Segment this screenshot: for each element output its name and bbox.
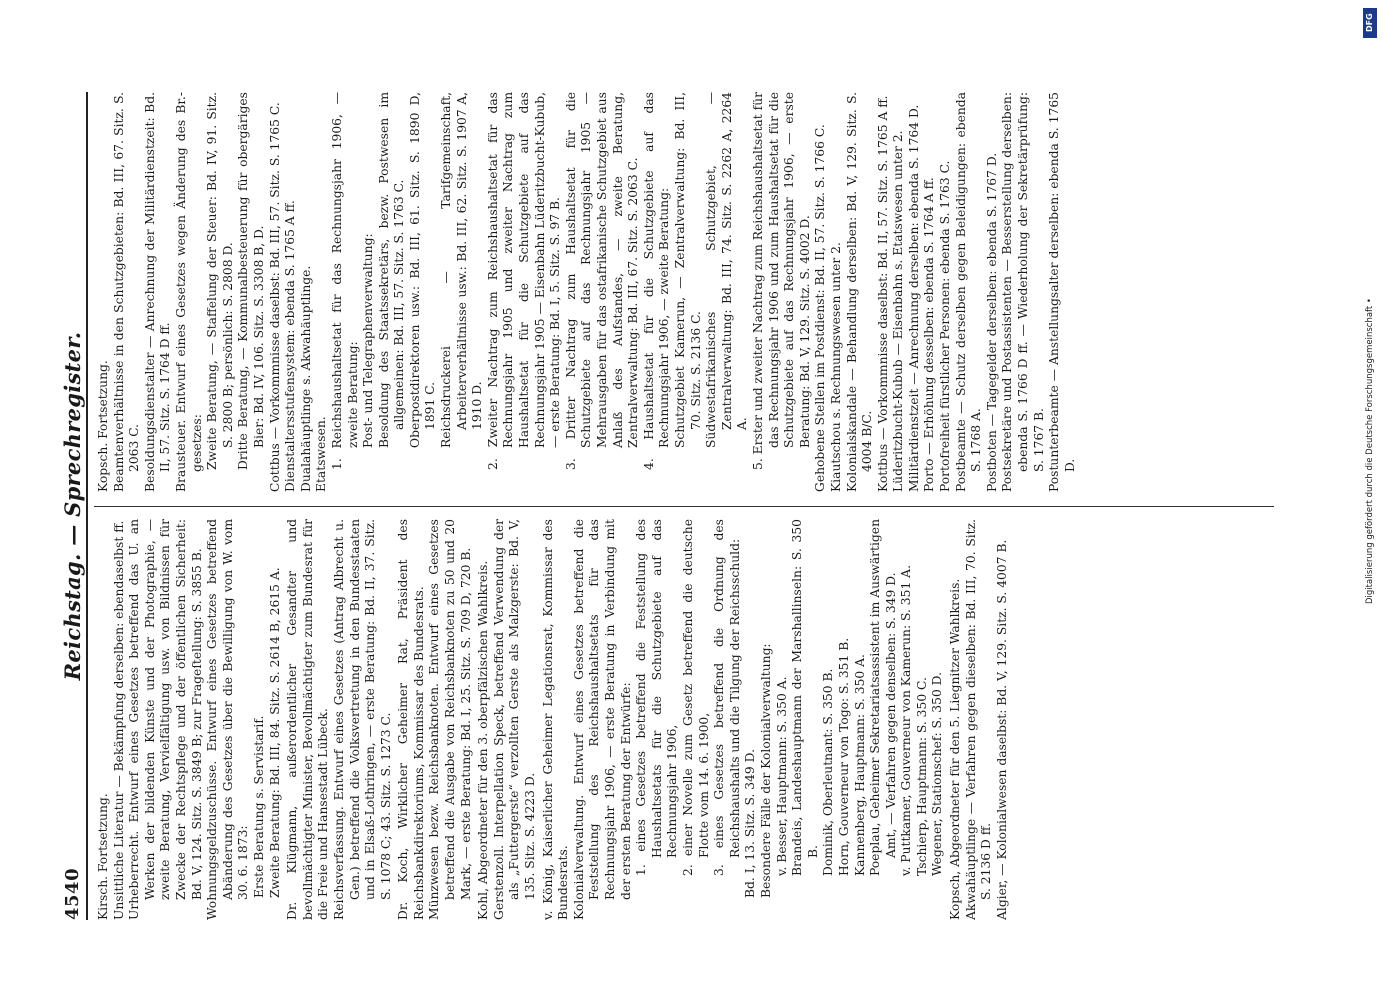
- register-entry: Reichsverfassung. Entwurf eines Gesetzes (Antrag Albrecht u. Gen.) betreffend die Volksvertretung in den Bundesstaaten und in Elsaß-Lothringen, — erste Beratung: Bd. II, 37. Sitz. S. 1078 C; 43. Sitz. S. 1273 C.: [331, 519, 393, 920]
- register-entry: Schutzgebiet Kamerun, — Zentralverwaltung: Bd. III, 70. Sitz. S. 2136 C.: [672, 92, 703, 448]
- register-entry: Kiautschou s. Rechnungswesen unter 2.: [828, 242, 843, 492]
- register-entry: 1. Reichshaushaltsetat für das Rechnungsjahr 1906, — zweite Beratung:: [329, 92, 360, 470]
- register-entry: Kannenberg, Hauptmann: S. 350 A.: [852, 654, 867, 876]
- register-entry: Dualahäuptlinge s. Akwahäuptlinge.: [298, 265, 313, 492]
- register-entry: Dienstaltersstufensystem: ebenda S. 1765 A ff.: [283, 200, 298, 492]
- register-entry: Gerstenzoll. Interpellation Speck, betreffend Verwendung der als „Futtergerste“ verzollten Gerste als Malzgerste: Bd. V, 135. Sitz. S. 4223 D.: [491, 519, 538, 920]
- register-entry: Gehobene Stellen im Postdienst: Bd. II, 57. Sitz. S. 1766 C.: [813, 124, 828, 492]
- register-entry: Etatswesen.: [314, 416, 329, 492]
- page-title: Reichstag. — Sprechregister.: [60, 331, 85, 681]
- register-entry: Zweite Beratung, — Staffelung der Steuer: Bd. IV, 91. Sitz. S. 2800 B; persönlich: S. 2808 D.: [205, 92, 235, 470]
- register-entry: Militärdienstzeit — Anrechnung derselben: ebenda S. 1764 D.: [906, 104, 921, 492]
- dfg-credit-text: Digitalisierung gefördert durch die Deutsche Forschungsgemeinschaft •: [1365, 298, 1375, 604]
- register-entry: Südwestafrikanisches Schutzgebiet, — Zentralverwaltung: Bd. III, 74. Sitz. S. 2262 A, 2264 A.: [704, 92, 750, 448]
- register-entry: Erste Beratung s. Servistarif.: [251, 715, 266, 898]
- register-entry: Post- und Telegraphenverwaltung:: [361, 233, 376, 448]
- register-entry: Kopsch. Fortsetzung.: [96, 360, 110, 492]
- register-entry: Postunterbeamte — Anstellungsalter derselben: ebenda S. 1765 D.: [1047, 92, 1077, 492]
- register-entry: Dr. Koch, Wirklicher Geheimer Rat, Präsident des Reichsbankdirektoriums, Kommissar des Bundesrats.: [396, 519, 426, 920]
- digitization-stamp: [1361, 8, 1377, 608]
- register-entry: Kirsch. Fortsetzung.: [96, 793, 110, 920]
- register-entry: 2. einer Novelle zum Gesetz betreffend die deutsche Flotte vom 14. 6. 1900,: [680, 519, 711, 876]
- left-column: [94, 506, 1274, 920]
- register-entry: Brandeis, Landeshauptmann der Marshallinseln: S. 350 B.: [790, 519, 820, 876]
- register-entry: Postsekretäre und Postassistenten — Besserstellung derselben: ebenda S. 1766 D ff. — Wiederholung der Sekretärprüfung: S. 1767 B.: [1000, 92, 1046, 492]
- register-entry: Dominik, Oberleutnant: S. 350 B.: [821, 668, 836, 876]
- register-entry: Dr. Klügmann, außerordentlicher Gesandter und bevollmächtigter Minister, Bevollmächtigter zum Bundesrat für die Freie und Hansestadt Lübeck.: [285, 519, 331, 920]
- register-entry: Dritte Beratung, — Kommunalbesteuerung für obergäriges Bier: Bd. IV, 106. Sitz. S. 3308 B, D.: [236, 92, 266, 470]
- register-entry: Algier, — Kolonialwesen daselbst: Bd. V, 129. Sitz. S. 4007 B.: [994, 539, 1009, 920]
- register-entry: Zweite Beratung: Bd. III, 84. Sitz. S. 2614 B, 2615 A.: [267, 567, 282, 898]
- register-entry: v. König, Kaiserlicher Geheimer Legationsrat, Kommissar des Bundesrats.: [540, 519, 571, 920]
- page-number: 4540: [62, 867, 83, 920]
- register-entry: Wegener, Stationschef: S. 350 D.: [930, 671, 945, 876]
- register-entry: Kolonialskandale — Behandlung derselben: Bd. V, 129. Sitz. S. 4004 B/C.: [844, 92, 875, 492]
- register-entry: Kopsch, Abgeordneter für den 5. Liegnitzer Wahlkreis.: [948, 578, 963, 920]
- register-entry: Cottbus — Vorkommnisse daselbst: Bd. III, 57. Sitz. S. 1765 C.: [267, 102, 282, 492]
- register-entry: Bd. I, 13. Sitz. S. 349 D.: [743, 749, 758, 898]
- register-entry: Oberpostdirektoren usw.: Bd. III, 61. Sitz. S. 1890 D, 1891 C.: [407, 92, 438, 448]
- register-entry: 4. Haushaltsetat für die Schutzgebiete auf das Rechnungsjahr 1906, — zweite Beratung:: [641, 92, 672, 470]
- register-entry: v. Puttkamer, Gouverneur von Kamerun: S. 351 A.: [899, 565, 914, 876]
- register-entry: 3. Dritter Nachtrag zum Haushaltsetat für die Schutzgebiete auf das Rechnungsjahr 1905 — Mehrausgaben für das ostafrikanische Schutzgebiet aus Anlaß des Aufstandes, — zweite Beratung, Zentralverwaltung: Bd. III, 67. Sitz. S. 2063 C.: [563, 92, 641, 470]
- register-entry: v. Besser, Hauptmann: S. 350 A.: [774, 676, 789, 876]
- register-entry: Urheberrecht. Entwurf eines Gesetzes betreffend das U. an Werken der bildenden Künste und der Photographie, — zweite Beratung, Vervielfältigung usw. von Bildnissen für Zwecke der Rechtspflege und der öffentlichen Sicherheit: Bd. V, 124. Sitz. S. 3849 B; zur Frageſtellung: S. 3855 B.: [127, 519, 204, 920]
- register-entry: Postbeamte — Schutz derselben gegen Beleidigungen: ebenda S. 1768 A.: [953, 92, 984, 492]
- register-entry: 2. Zweiter Nachtrag zum Reichshaushaltsetat für das Rechnungsjahr 1905 und zweiter Nachtrag zum Haushaltsetat für die Schutzgebiete auf das Rechnungsjahr 1905 — Eisenbahn Lüderitzbucht-Kubub, — erste Beratung: Bd. I, 5. Sitz. S. 97 B.: [485, 92, 563, 470]
- dfg-logo: DFG: [1363, 8, 1377, 38]
- register-entry: Kottbus — Vorkommnisse daselbst: Bd. II, 57. Sitz. S. 1765 A ff.: [875, 95, 890, 492]
- register-entry: Lüderitzbucht-Kubub — Eisenbahn s. Etatswesen unter 2.: [891, 130, 906, 492]
- register-entry: Besoldung des Staatssekretärs, bezw. Postwesen im allgemeinen: Bd. III, 57. Sitz. S. 1763 C.: [376, 92, 407, 448]
- register-entry: Wohnungsgeldzuschüsse. Entwurf eines Gesetzes betreffend Abänderung des Gesetzes über die Bewilligung von W. vom 30. 6. 1873:: [205, 519, 251, 920]
- register-entry: Tschierp, Hauptmann: S. 350 C.: [914, 677, 929, 876]
- register-entry: Porto — Erhöhung desselben: ebenda S. 1764 A ff.: [922, 177, 937, 492]
- register-entry: Horn, Gouverneur von Togo: S. 351 B.: [836, 637, 851, 876]
- register-entry: Münzwesen bezw. Reichsbanknoten. Entwurf eines Gesetzes betreffend die Ausgabe von Reichsbanknoten zu 50 und 20 Mark, — erste Beratung: Bd. I, 25. Sitz. S. 709 D, 720 B.: [427, 519, 473, 920]
- register-entry: Kohl, Abgeordneter für den 3. oberpfälzischen Wahlkreis.: [476, 560, 491, 920]
- register-entry: Kolonialverwaltung. Entwurf eines Gesetzes betreffend die Feststellung des Reichshaushaltsetats für das Rechnungsjahr 1906, — erste Beratung in Verbindung mit der ersten Beratung der Entwürfe:: [571, 519, 633, 920]
- register-entry: Reichsdruckerei — Tarifgemeinschaft, Arbeiterverhältnisse usw.: Bd. III, 62. Sitz. S. 1907 A, 1910 D.: [439, 92, 485, 448]
- register-entry: 1. eines Gesetzes betreffend die Feststellung des Haushaltsetats für die Schutzgebiete auf das Rechnungsjahr 1906,: [634, 519, 680, 876]
- register-entry: Brausteuer. Entwurf eines Gesetzes wegen Änderung des Br.-gesetzes:: [173, 92, 204, 492]
- register-entry: Besondere Fälle der Kolonialverwaltung:: [758, 643, 773, 898]
- right-column: [94, 92, 1274, 506]
- register-entry: 5. Erster und zweiter Nachtrag zum Reichshaushaltsetat für das Rechnungsjahr 1906 und zum Haushaltsetat für die Schutzgebiete auf das Rechnungsjahr 1906, — erste Beratung: Bd. V, 129. Sitz. S. 4002 D.: [750, 92, 812, 470]
- register-entry: Poeplau, Geheimer Sekretariatsassistent im Auswärtigen Amt, — Verfahren gegen denselben: S. 349 D.: [868, 519, 898, 876]
- register-entry: Akwahäuptlinge — Verfahren gegen dieselben: Bd. III, 70. Sitz. S. 2136 D ff.: [963, 519, 994, 920]
- page-header: [60, 92, 88, 920]
- register-entry: Portofreiheit fürstlicher Personen: ebenda S. 1763 C.: [938, 160, 953, 492]
- register-columns: [94, 92, 1274, 920]
- register-entry: Unsittliche Literatur — Bekämpfung derselben: ebendaselbst ff.: [111, 520, 126, 920]
- register-entry: Postboten — Tagegelder derselben: ebenda S. 1767 D.: [984, 152, 999, 492]
- register-entry: 3. eines Gesetzes betreffend die Ordnung des Reichshaushalts und die Tilgung der Reichsschuld:: [712, 519, 742, 876]
- register-entry: Besoldungsdienstalter — Anrechnung der Militärdienstzeit: Bd. II, 57. Sitz. S. 1764 D ff.: [142, 92, 173, 492]
- register-entry: Beamtenverhältnisse in den Schutzgebieten: Bd. III, 67. Sitz. S. 2063 C.: [111, 92, 142, 492]
